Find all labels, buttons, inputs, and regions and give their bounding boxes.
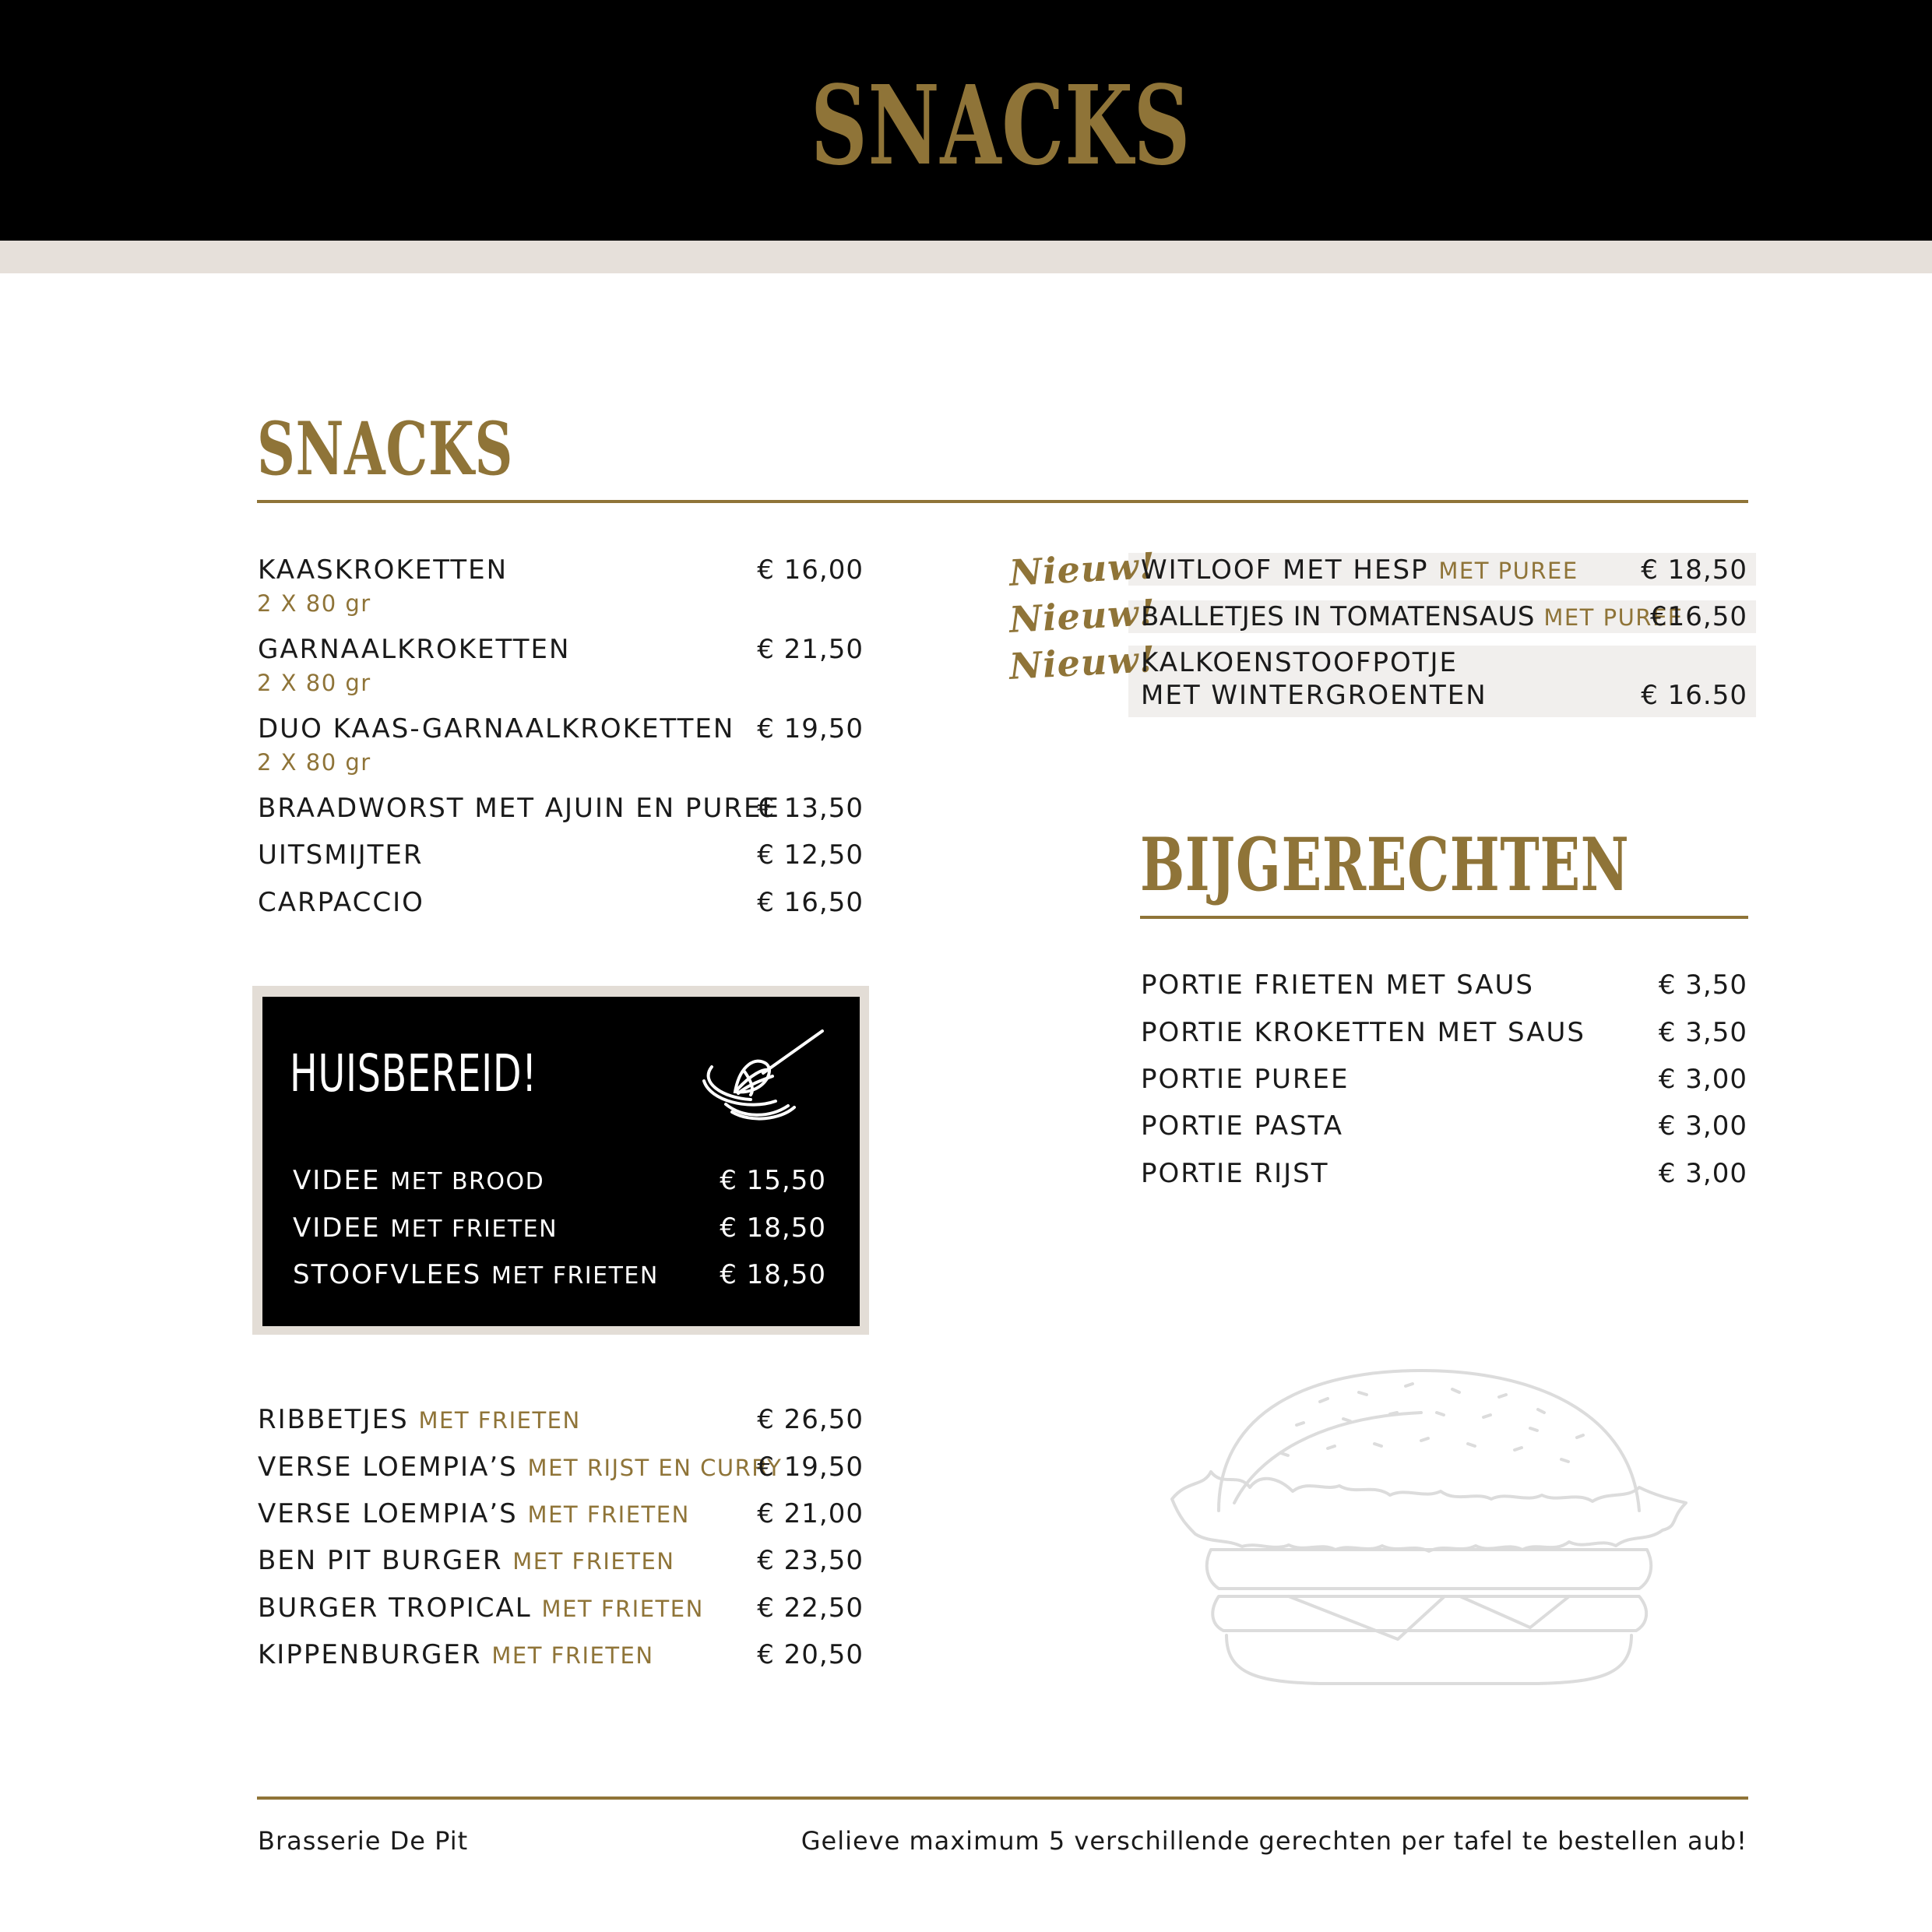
menu-item-name: GARNAALKROKETTEN <box>258 634 571 665</box>
menu-item-price: € 3,00 <box>1658 1064 1747 1095</box>
bijgerechten-title-rule <box>1140 916 1748 919</box>
burger-illustration <box>1164 1363 1694 1690</box>
menu-item-extra: MET FRIETEN <box>491 1642 654 1669</box>
menu-item-name: KAASKROKETTEN <box>258 554 509 586</box>
menu-item-price: € 21,00 <box>757 1498 864 1529</box>
menu-item-name: RIBBETJES <box>258 1404 409 1435</box>
menu-item-name-line2: MET WINTERGROENTEN <box>1141 680 1487 711</box>
menu-item-price: € 21,50 <box>757 634 864 665</box>
huisbereid-title: HUISBEREID! <box>290 1043 537 1103</box>
menu-item-extra: MET BROOD <box>390 1168 545 1195</box>
footer-rule <box>257 1797 1748 1800</box>
menu-item-name: BRAADWORST MET AJUIN EN PUREE <box>258 793 780 824</box>
menu-item-name: PORTIE PUREE <box>1141 1064 1350 1095</box>
menu-item-name: VIDEE <box>293 1165 381 1196</box>
menu-item-price: € 19,50 <box>757 713 864 744</box>
menu-item-price: € 18,50 <box>720 1259 826 1290</box>
menu-item-extra: MET FRIETEN <box>541 1596 704 1622</box>
menu-item-name: KALKOENSTOOFPOTJE <box>1141 647 1458 678</box>
menu-item-extra: MET RIJST EN CURRY <box>527 1455 783 1481</box>
menu-item-extra: MET PUREE <box>1543 604 1684 631</box>
menu-item-price: € 13,50 <box>757 793 864 824</box>
menu-item-name: DUO KAAS-GARNAALKROKETTEN <box>258 713 735 744</box>
menu-item-price: € 22,50 <box>757 1592 864 1624</box>
menu-item-price: € 3,50 <box>1658 970 1747 1001</box>
menu-item-name: CARPACCIO <box>258 887 424 918</box>
menu-item-price: € 16,00 <box>757 554 864 586</box>
whisk-icon <box>688 1020 832 1123</box>
menu-item-price: € 16.50 <box>1641 680 1747 711</box>
menu-item-name: PORTIE KROKETTEN MET SAUS <box>1141 1017 1585 1048</box>
nieuw-badge: Nieuw! <box>1008 591 1157 641</box>
menu-item-price: € 12,50 <box>757 839 864 871</box>
menu-item-name: WITLOOF MET HESP <box>1141 554 1429 586</box>
huisbereid-item <box>293 1165 544 1198</box>
snacks-section-title: SNACKS <box>257 406 514 492</box>
huisbereid-item <box>293 1259 659 1292</box>
footer-brand: Brasserie De Pit <box>258 1826 469 1856</box>
menu-item-extra: MET FRIETEN <box>418 1407 581 1434</box>
menu-item-extra: MET FRIETEN <box>390 1216 558 1243</box>
menu-item-name: VERSE LOEMPIA’S <box>258 1452 518 1483</box>
menu-item-name: BEN PIT BURGER <box>258 1545 503 1576</box>
nieuw-badge: Nieuw! <box>1008 544 1157 594</box>
list-item <box>258 1639 654 1671</box>
menu-item-name: BURGER TROPICAL <box>258 1592 532 1624</box>
menu-item-name: PORTIE PASTA <box>1141 1110 1344 1142</box>
menu-item-price: € 3,00 <box>1658 1110 1747 1142</box>
menu-item-name: KIPPENBURGER <box>258 1639 482 1670</box>
menu-item-name: VIDEE <box>293 1212 381 1244</box>
menu-item-extra: MET PUREE <box>1438 558 1578 584</box>
menu-item-price: € 26,50 <box>757 1404 864 1435</box>
menu-item-extra: MET FRIETEN <box>491 1262 659 1290</box>
menu-item-price: € 20,50 <box>757 1639 864 1670</box>
menu-item-extra: MET FRIETEN <box>512 1548 675 1575</box>
list-item <box>258 1452 782 1483</box>
menu-item-price: € 3,50 <box>1658 1017 1747 1048</box>
menu-item-name: BALLETJES IN TOMATENSAUS <box>1141 601 1535 632</box>
menu-item-name: UITSMIJTER <box>258 839 424 871</box>
header-divider-strip <box>0 241 1932 273</box>
nieuw-item <box>1141 601 1684 633</box>
menu-item-price: € 3,00 <box>1658 1158 1747 1189</box>
menu-item-name: STOOFVLEES <box>293 1259 482 1290</box>
list-item <box>258 1592 704 1624</box>
menu-item-portion: 2 X 80 gr <box>257 670 371 696</box>
nieuw-badge: Nieuw! <box>1008 638 1157 688</box>
list-item <box>258 1404 581 1436</box>
menu-item-name: PORTIE RIJST <box>1141 1158 1329 1189</box>
menu-item-name: VERSE LOEMPIA’S <box>258 1498 518 1529</box>
menu-item-price: € 18,50 <box>720 1212 826 1244</box>
menu-item-price: € 16,50 <box>757 887 864 918</box>
menu-item-name: PORTIE FRIETEN MET SAUS <box>1141 970 1535 1001</box>
list-item <box>258 1545 674 1577</box>
bijgerechten-section-title: BIJGERECHTEN <box>1140 822 1630 908</box>
huisbereid-item <box>293 1212 558 1245</box>
menu-item-extra: MET FRIETEN <box>527 1501 690 1528</box>
menu-item-portion: 2 X 80 gr <box>257 590 371 617</box>
menu-item-price: €16,50 <box>1650 601 1747 632</box>
menu-item-price: € 23,50 <box>757 1545 864 1576</box>
footer-notice: Gelieve maximum 5 verschillende gerechten per tafel te bestellen aub! <box>801 1826 1747 1856</box>
page-title: SNACKS <box>811 62 1191 190</box>
menu-item-price: € 18,50 <box>1641 554 1747 586</box>
menu-item-price: € 19,50 <box>757 1452 864 1483</box>
menu-item-price: € 15,50 <box>720 1165 826 1196</box>
snacks-title-rule <box>257 500 1748 503</box>
nieuw-item <box>1141 554 1578 586</box>
list-item <box>258 1498 690 1530</box>
menu-item-portion: 2 X 80 gr <box>257 749 371 776</box>
